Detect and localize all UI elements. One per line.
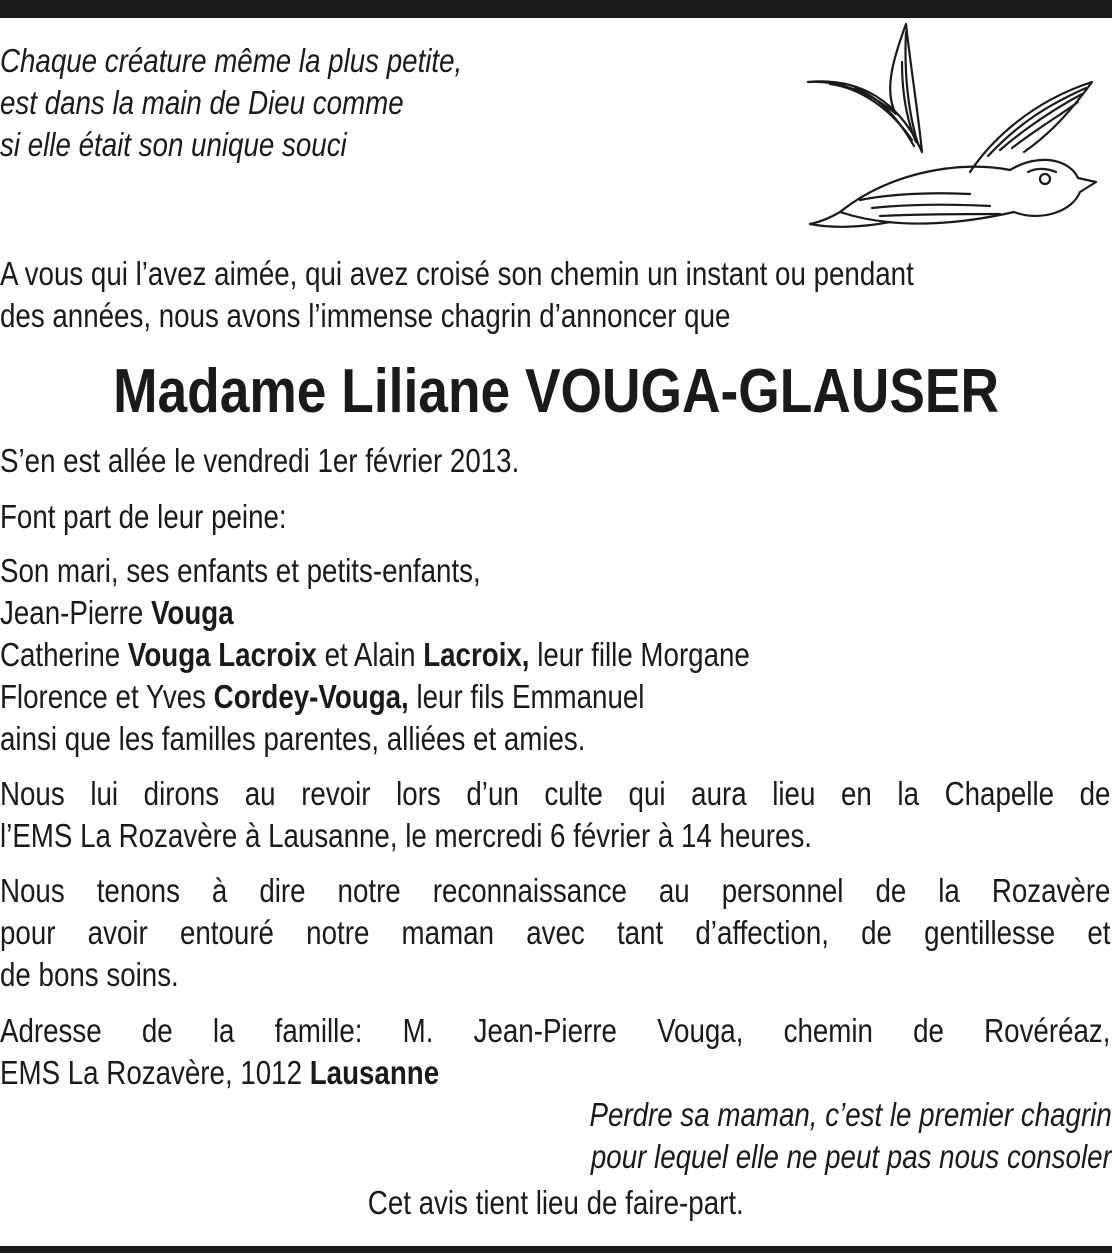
address-line [0,1052,1110,1094]
address-line: Adresse de la famille: M. Jean-Pierre Vouga, chemin de Rovéréaz, [0,1012,1111,1049]
closing-note [0,1182,1112,1224]
family-line: ainsi que les familles parentes, alliées et amies. [0,720,586,757]
swallow-icon [800,22,1100,232]
family-list [0,550,1110,760]
family-surname: Cordey-Vouga, [213,678,409,715]
family-line [0,592,1110,634]
font-part-text: Font part de leur peine: [0,498,287,535]
family-text: leur fille Morgane [529,636,750,673]
ceremony-paragraph [0,773,1110,857]
thanks-line: Nous tenons à dire notre reconnaissance au personnel de la Rozavère [0,872,1111,909]
family-surname: Vouga Lacroix [127,636,317,673]
family-surname: Lacroix, [423,636,530,673]
epigraph-line: Chaque créature même la plus petite, [0,42,463,79]
epigraph-line: si elle était son unique souci [0,126,347,163]
epigraph-line: est dans la main de Dieu comme [0,84,404,121]
thanks-line: de bons soins. [0,956,179,993]
bottom-border-rule [0,1246,1112,1253]
closing-quote [470,1094,1112,1178]
top-border-rule [0,0,1112,18]
ceremony-line: Nous lui dirons au revoir lors d’un culte qui aura lieu en la Chapelle de [0,775,1111,812]
family-line [0,634,1110,676]
epigraph [0,40,588,166]
intro-paragraph [0,253,1110,337]
quote-line: pour lequel elle ne peut pas nous consoler [590,1138,1112,1175]
family-line [0,676,1110,718]
quote-line: Perdre sa maman, c’est le premier chagrin [589,1096,1112,1133]
family-text: Catherine [0,636,128,673]
intro-line: des années, nous avons l’immense chagrin d’annoncer que [0,297,731,334]
closing-text: Cet avis tient lieu de faire-part. [368,1184,744,1221]
family-text: Florence et Yves [0,678,214,715]
thanks-paragraph [0,870,1110,996]
family-text: Jean-Pierre [0,594,151,631]
family-line: Son mari, ses enfants et petits-enfants, [0,552,481,589]
deceased-name-text: Madame Liliane VOUGA-GLAUSER [113,357,999,426]
family-text: leur fils Emmanuel [408,678,645,715]
address-city: Lausanne [309,1054,440,1091]
family-surname: Vouga [150,594,234,631]
ceremony-line: l’EMS La Rozavère à Lausanne, le mercredi 6 février à 14 heures. [0,817,813,854]
intro-line: A vous qui l’avez aimée, qui avez croisé son chemin un instant ou pendant [0,255,914,292]
deceased-name [0,355,1112,429]
family-text: et Alain [316,636,424,673]
font-part-line [0,496,1110,538]
thanks-line: pour avoir entouré notre maman avec tant d’affection, de gentillesse et [0,914,1111,951]
passed-line [0,440,1110,482]
address-paragraph [0,1010,1110,1094]
passed-text: S’en est allée le vendredi 1er février 2013. [0,442,520,479]
address-text: EMS La Rozavère, 1012 [0,1054,310,1091]
